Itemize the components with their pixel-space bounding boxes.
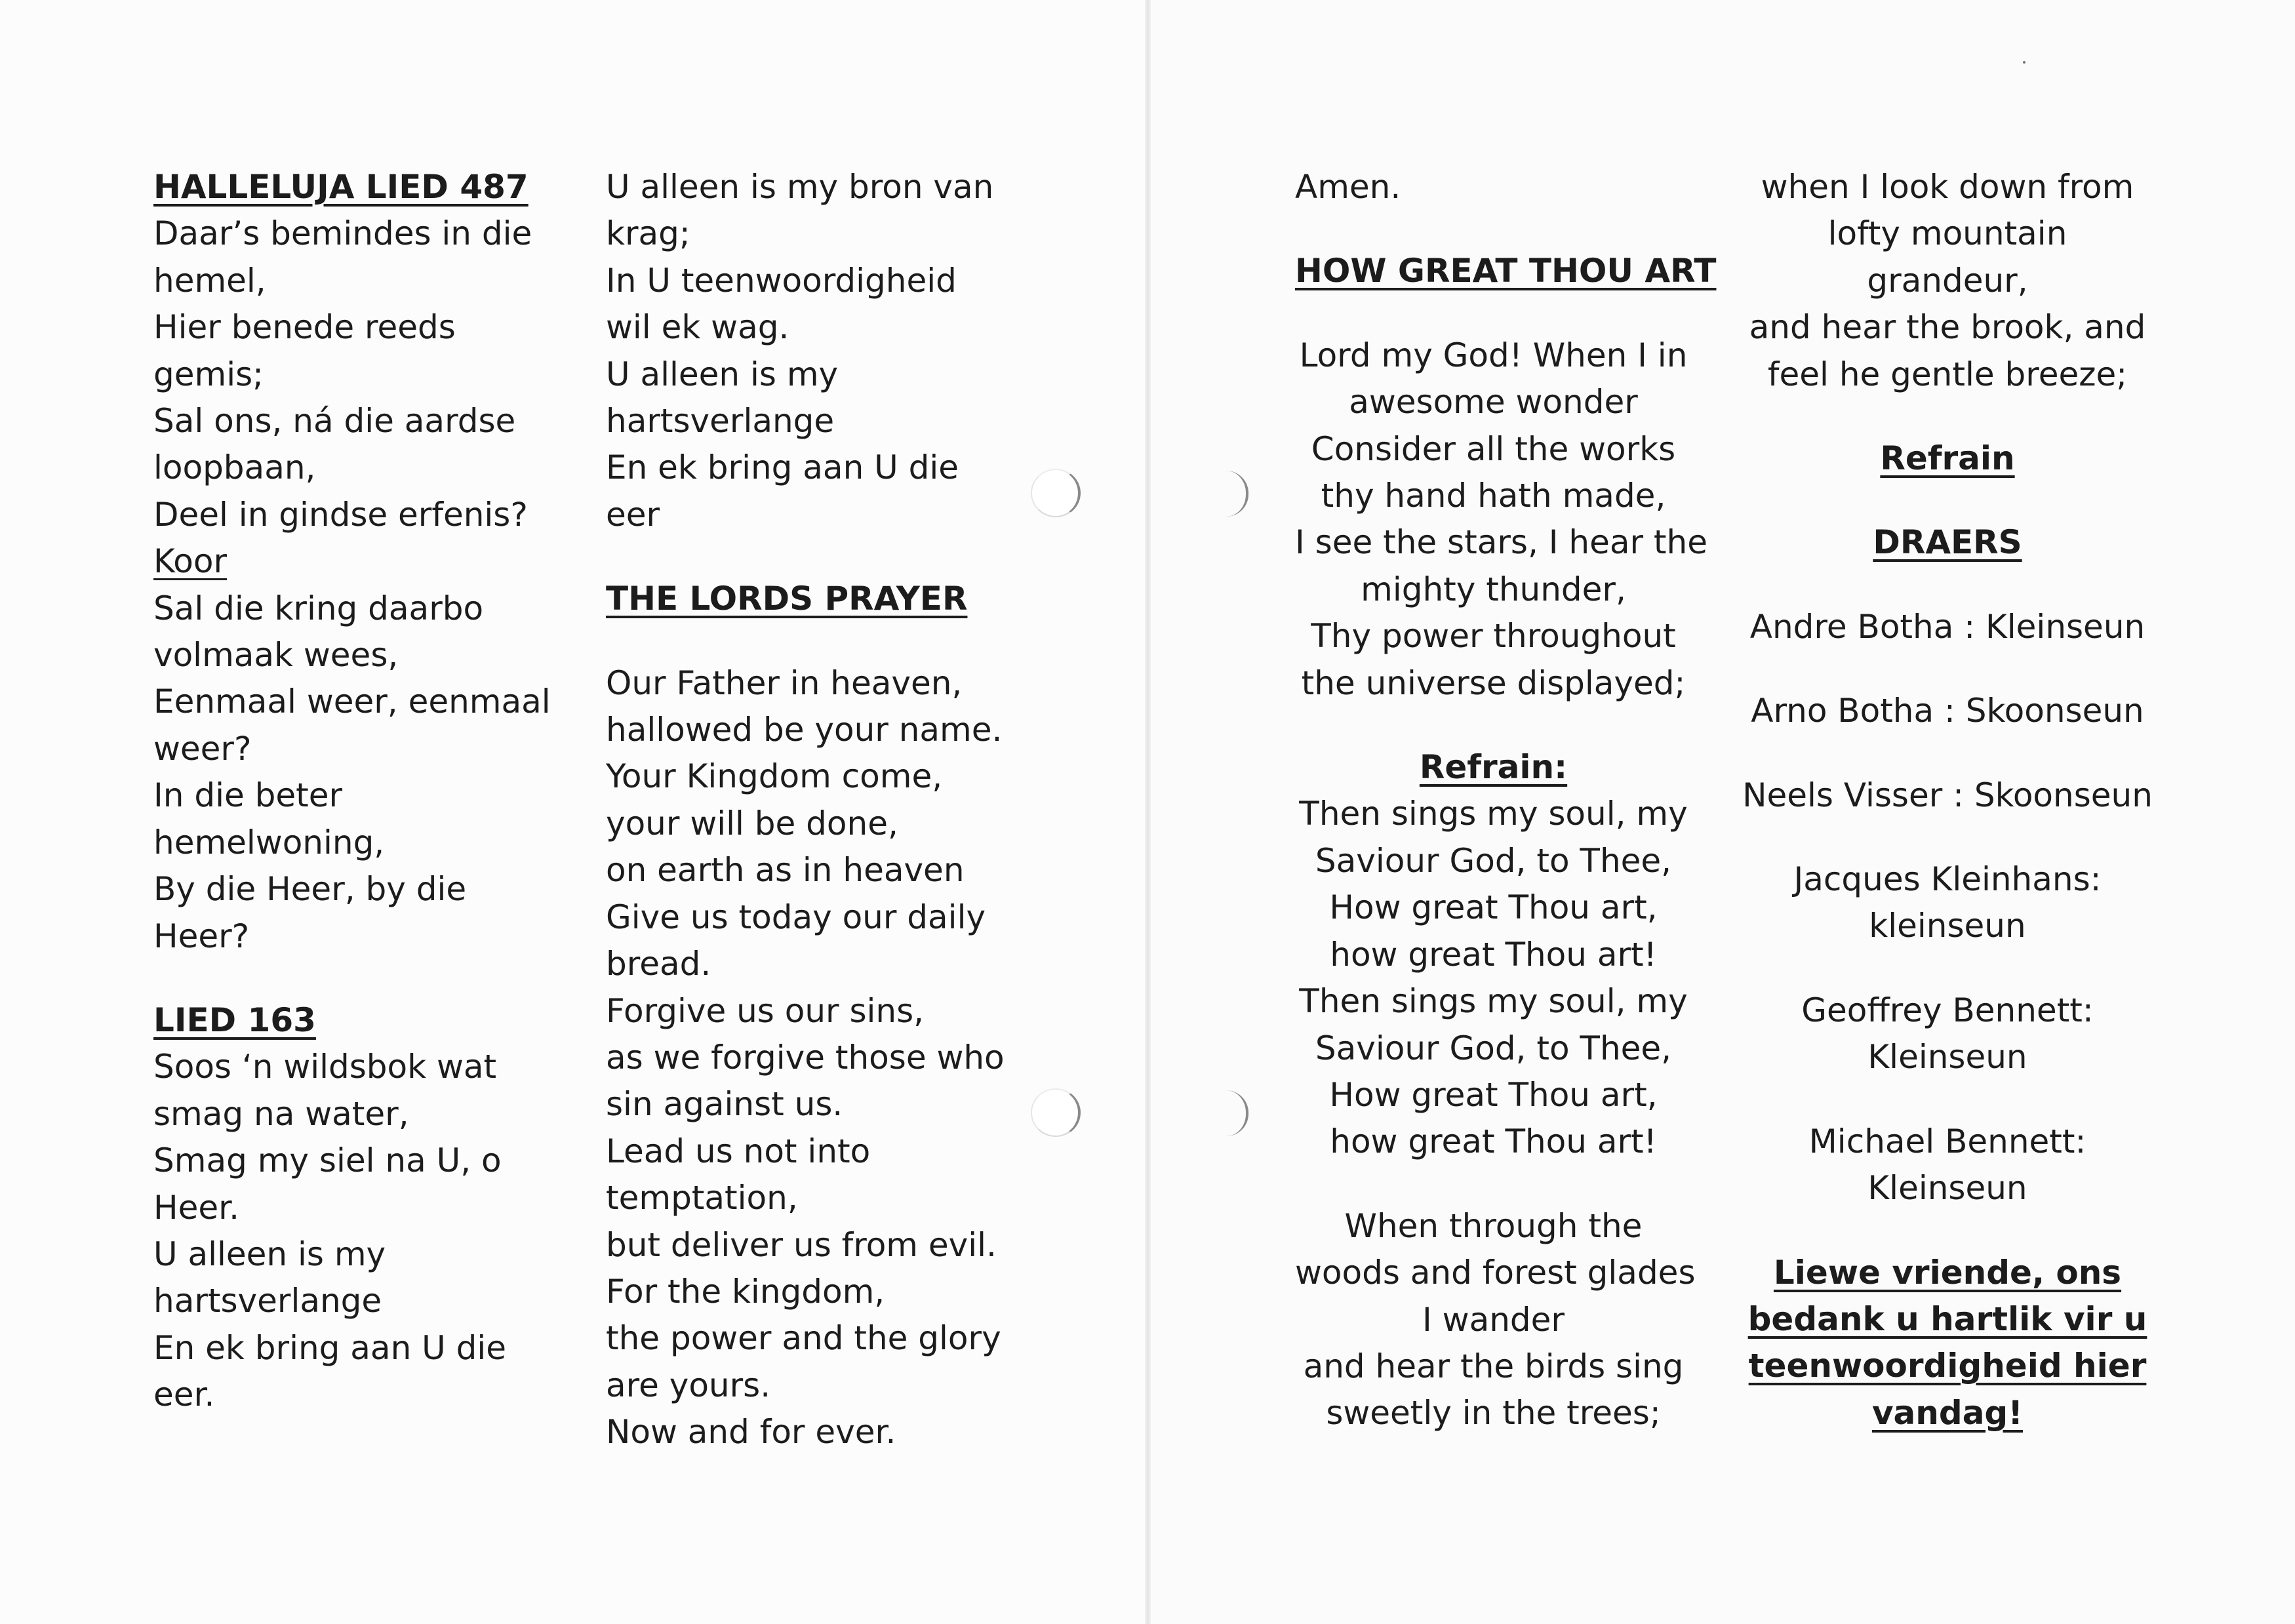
text-line: hallowed be your name. — [606, 711, 1003, 749]
text-line: Then sings my soul, my — [1299, 795, 1688, 833]
text-line: Forgive us our sins, — [606, 991, 925, 1030]
text-line: U alleen is my — [606, 355, 839, 393]
text-line: Now and for ever. — [606, 1413, 896, 1452]
text-line: I wander — [1422, 1300, 1565, 1339]
text-line: woods and forest glades — [1295, 1254, 1696, 1292]
text-line: Amen. — [1295, 168, 1401, 206]
text-line: and hear the birds sing — [1303, 1347, 1684, 1385]
text-line: Koor — [153, 542, 228, 581]
section-heading: DRAERS — [1873, 523, 2022, 562]
section-heading: LIED 163 — [153, 1000, 316, 1039]
punch-hole-upper-left — [1031, 469, 1081, 517]
text-line: are yours. — [606, 1366, 771, 1404]
text-line: Sal die kring daarbo — [153, 589, 484, 627]
text-line: sweetly in the trees; — [1326, 1394, 1661, 1433]
section-heading: teenwoordigheid hier — [1748, 1347, 2147, 1385]
text-line: eer. — [153, 1376, 215, 1414]
text-line: but deliver us from evil. — [606, 1225, 997, 1264]
text-line: Heer? — [153, 917, 250, 955]
line-gap — [1741, 566, 2154, 604]
text-line: grandeur, — [1867, 261, 2028, 300]
text-line: weer? — [153, 729, 252, 768]
text-line: Hier benede reeds — [153, 308, 456, 347]
text-line: the power and the glory — [606, 1319, 1001, 1358]
text-line: Kleinseun — [1867, 1169, 2027, 1208]
text-line: your will be done, — [606, 804, 898, 842]
text-line: sin against us. — [606, 1085, 843, 1124]
section-heading: HOW GREAT THOU ART — [1295, 252, 1717, 290]
section-heading: THE LORDS PRAYER — [606, 580, 968, 618]
text-line: feel he gentle breeze; — [1767, 355, 2128, 393]
text-line: U alleen is my bron van — [606, 168, 994, 206]
paper-speck — [2023, 61, 2026, 64]
text-line: bread. — [606, 945, 711, 983]
text-line: En ek bring aan U die — [606, 448, 959, 487]
text-line: hartsverlange — [153, 1282, 382, 1320]
text-line: gemis; — [153, 355, 264, 393]
section-heading: Refrain: — [1419, 748, 1568, 787]
text-line: Daar’s bemindes in die — [153, 214, 532, 253]
line-gap — [1741, 482, 2154, 519]
text-line: eer — [606, 495, 660, 534]
text-line: Consider all the works — [1311, 429, 1676, 468]
text-line: Arno Botha : Skoonseun — [1751, 692, 2144, 730]
text-line: awesome wonder — [1349, 383, 1638, 422]
text-line: when I look down from — [1761, 168, 2134, 206]
text-line: Soos ‘n wildsbok wat — [153, 1048, 497, 1086]
text-line: the universe displayed; — [1301, 663, 1686, 702]
text-line: I see the stars, I hear the — [1295, 523, 1707, 562]
line-gap — [1741, 650, 2154, 688]
text-line: Saviour God, to Thee, — [1315, 1029, 1672, 1067]
text-line: Andre Botha : Kleinseun — [1749, 607, 2145, 646]
text-line: For the kingdom, — [606, 1272, 885, 1311]
text-line: Neels Visser : Skoonseun — [1742, 776, 2153, 814]
line-gap — [153, 960, 560, 997]
line-gap — [1741, 819, 2154, 856]
line-gap — [1741, 735, 2154, 772]
line-gap — [606, 623, 1012, 660]
column-1-hallelujah-lied — [153, 164, 560, 1419]
text-line: and hear the brook, and — [1749, 308, 2146, 347]
text-line: Deel in gindse erfenis? — [153, 495, 528, 534]
line-gap — [1741, 1081, 2154, 1119]
line-gap — [1741, 950, 2154, 987]
text-line: By die Heer, by die — [153, 870, 467, 909]
section-heading: bedank u hartlik vir u — [1747, 1299, 2147, 1338]
text-line: Jacques Kleinhans: — [1793, 860, 2102, 899]
text-line: Then sings my soul, my — [1299, 982, 1688, 1021]
text-line: Your Kingdom come, — [606, 757, 943, 796]
text-line: Thy power throughout — [1311, 617, 1676, 656]
text-line: How great Thou art, — [1329, 888, 1658, 927]
column-2-lords-prayer — [606, 164, 1012, 1456]
text-line: on earth as in heaven — [606, 851, 965, 890]
text-line: thy hand hath made, — [1321, 477, 1666, 515]
section-heading: HALLELUJA LIED 487 — [153, 168, 529, 206]
column-4-draers — [1741, 164, 2154, 1436]
text-line: Our Father in heaven, — [606, 663, 963, 702]
text-line: When through the — [1344, 1206, 1643, 1245]
text-line: En ek bring aan U die — [153, 1328, 507, 1367]
column-3-how-great-thou-art — [1295, 164, 1717, 1437]
text-line: lofty mountain — [1827, 214, 2067, 253]
text-line: U alleen is my — [153, 1235, 386, 1273]
text-line: kleinseun — [1869, 907, 2026, 945]
text-line: How great Thou art, — [1329, 1075, 1658, 1114]
text-line: Eenmaal weer, eenmaal — [153, 683, 551, 721]
text-line: as we forgive those who — [606, 1038, 1005, 1077]
section-heading: Refrain — [1880, 439, 2015, 478]
punch-hole-lower-left — [1031, 1088, 1081, 1137]
text-line: how great Thou art! — [1330, 935, 1657, 974]
text-line: Geoffrey Bennett: — [1801, 991, 2094, 1029]
text-line: hartsverlange — [606, 402, 835, 441]
text-line: Give us today our daily — [606, 898, 986, 936]
text-line: In U teenwoordigheid — [606, 261, 957, 300]
text-line: Michael Bennett: — [1808, 1122, 2086, 1160]
text-line: wil ek wag. — [606, 308, 789, 347]
line-gap — [1295, 707, 1692, 744]
line-gap — [1295, 295, 1692, 332]
text-line: smag na water, — [153, 1094, 409, 1133]
line-gap — [1295, 210, 1692, 248]
text-line: Lord my God! When I in — [1299, 336, 1688, 374]
text-line: Kleinseun — [1867, 1038, 2027, 1077]
text-line: krag; — [606, 214, 690, 253]
text-line: hemel, — [153, 261, 266, 300]
section-heading: Liewe vriende, ons — [1773, 1253, 2122, 1292]
text-line: Saviour God, to Thee, — [1315, 841, 1672, 880]
text-line: how great Thou art! — [1330, 1122, 1657, 1161]
text-line: mighty thunder, — [1361, 570, 1626, 608]
text-line: Sal ons, ná die aardse — [153, 402, 516, 441]
text-line: temptation, — [606, 1179, 798, 1218]
text-line: Smag my siel na U, o — [153, 1141, 502, 1180]
text-line: In die beter — [153, 776, 343, 815]
line-gap — [1295, 1166, 1692, 1203]
text-line: Heer. — [153, 1188, 239, 1227]
text-line: volmaak wees, — [153, 636, 399, 675]
section-heading: vandag! — [1871, 1393, 2024, 1432]
line-gap — [606, 538, 1012, 576]
text-line: Lead us not into — [606, 1132, 871, 1170]
line-gap — [1741, 398, 2154, 435]
text-line: loopbaan, — [153, 448, 316, 487]
line-gap — [1741, 1212, 2154, 1250]
text-line: hemelwoning, — [153, 823, 385, 862]
